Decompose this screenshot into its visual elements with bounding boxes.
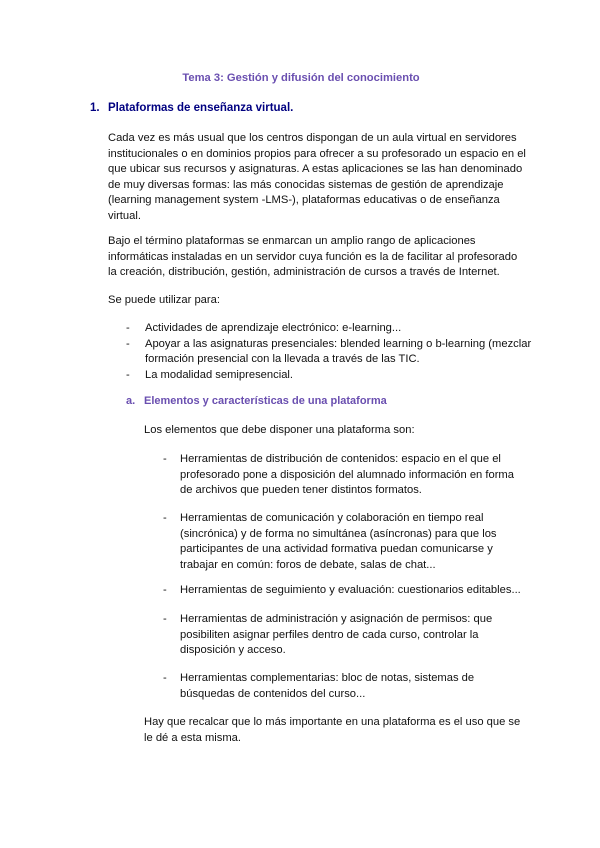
list-item: - Herramientas de distribución de contenidos: espacio en el que el profesorado pone a disposición del alumnado información en forma de archivos que pueden tener distintos formatos. <box>162 452 522 499</box>
section-1-heading <box>90 101 293 117</box>
paragraph-intro: Cada vez es más usual que los centros dispongan de un aula virtual en servidores institucionales o en dominios propios para ofrecer a su profesorado un espacio en el que ubicar sus recursos y asignaturas. A estas aplicaciones se las han denominado de muy diversas formas: las más conocidas sistemas de gestión de aprendizaje (learning management system -LMS-), plataformas educativas o de enseñanza virtual. <box>108 132 526 222</box>
uses-list <box>124 321 544 383</box>
elements-intro: Los elementos que debe disponer una plataforma son: <box>144 424 415 436</box>
elements-list-5 <box>162 671 522 702</box>
list-item: - Actividades de aprendizaje electrónico: e-learning... <box>124 321 544 337</box>
subsection-a-letter: a. <box>126 395 136 407</box>
section-1-number: 1. <box>90 102 100 114</box>
list-item: - Herramientas de comunicación y colaboración en tiempo real (sincrónica) y de forma no simultánea (asíncronas) para que los participantes de una actividad formativa puedan comunicarse y trabajar en común: foros de debate, salas de chat... <box>162 511 522 573</box>
paragraph-platforms-definition: Bajo el término plataformas se enmarcan un amplio rango de aplicaciones informáticas instaladas en un servidor cuya función es la de facilitar al profesorado la creación, distribución, gestión, administración de cursos a través de Internet. <box>108 235 518 278</box>
list-item: - Apoyar a las asignaturas presenciales: blended learning o b-learning (mezclar formación presencial con la llevada a través de las TIC. <box>124 337 544 368</box>
conclusion-paragraph: Hay que recalcar que lo más importante en una plataforma es el uso que se le dé a esta misma. <box>144 716 521 744</box>
paragraph-uses-intro: Se puede utilizar para: <box>108 294 220 306</box>
elements-list-2 <box>162 511 522 573</box>
document-title: Tema 3: Gestión y difusión del conocimiento <box>182 72 420 84</box>
subsection-a-heading <box>126 394 387 410</box>
list-item: - Herramientas de administración y asignación de permisos: que posibiliten asignar perfiles dentro de cada curso, controlar la disposición y acceso. <box>162 612 522 659</box>
elements-list-3 <box>162 583 522 599</box>
section-1-heading-text: Plataformas de enseñanza virtual. <box>108 102 294 114</box>
list-item: - La modalidad semipresencial. <box>124 368 544 384</box>
list-item: - Herramientas de seguimiento y evaluación: cuestionarios editables... <box>162 583 522 599</box>
list-item: - Herramientas complementarias: bloc de notas, sistemas de búsquedas de contenidos del curso... <box>162 671 522 702</box>
subsection-a-heading-text: Elementos y características de una plataforma <box>144 395 387 407</box>
elements-list-4 <box>162 612 522 659</box>
elements-list-1 <box>162 452 522 499</box>
